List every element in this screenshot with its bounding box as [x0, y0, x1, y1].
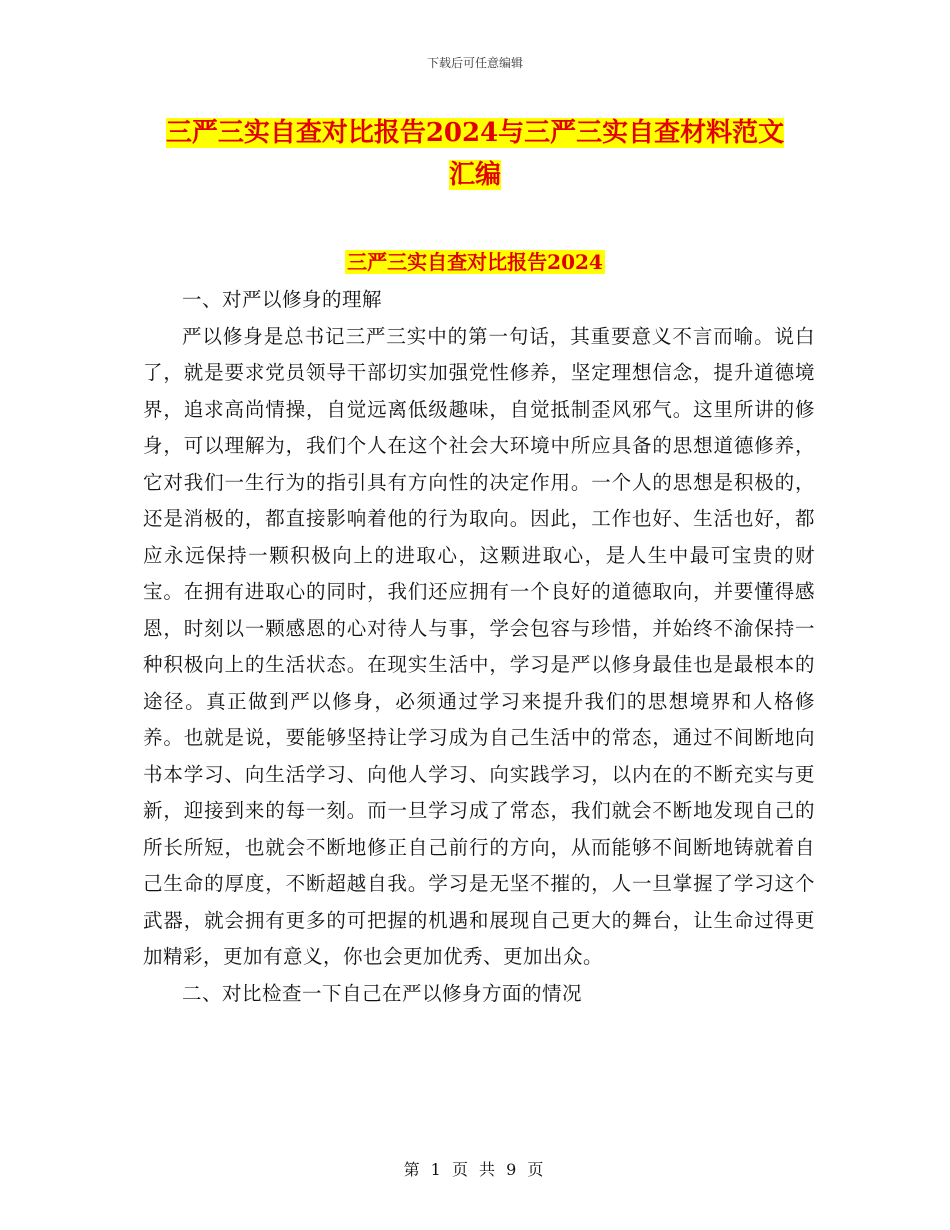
section-title-text: 三严三实自查对比报告2024	[347, 250, 603, 274]
heading-paragraph-2: 二、对比检查一下自己在严以修身方面的情况	[182, 981, 583, 1005]
heading-paragraph-1: 一、对严以修身的理解	[182, 288, 383, 311]
body-paragraph: 严以修身是总书记三严三实中的第一句话，其重要意义不言而喻。说白了，就是要求党员领导干部切实加强党性修养，坚定理想信念，提升道德境界，追求高尚情操，自觉远离低级趣味，自觉抵制歪风邪气。这里所讲的修身，可以理解为，我们个人在这个社会大环境中所应具备的思想道德修养，它对我们一生行为的指引具有方向性的决定作用。一个人的思想是积极的，还是消极的，都直接影响着他的行为取向。因此，工作也好、生活也好，都应永远保持一颗积极向上的进取心，这颗进取心，是人生中最可宝贵的财宝。在拥有进取心的同时，我们还应拥有一个良好的道德取向，并要懂得感恩，时刻以一颗感恩的心对待人与事，学会包容与珍惜，并始终不渝保持一种积极向上的生活状态。在现实生活中，学习是严以修身最佳也是最根本的途径。真正做到严以修身，必须通过学习来提升我们的思想境界和人格修养。也就是说，要能够坚持让学习成为自己生活中的常态，通过不间断地向书本学习、向生活学习、向他人学习、向实践学习，以内在的不断充实与更新，迎接到来的每一刻。而一旦学习成了常态，我们就会不断地发现自己的所长所短，也就会不断地修正自己前行的方向，从而能够不间断地铸就着自己生命的厚度，不断超越自我。学习是无坚不摧的，人一旦掌握了学习这个武器，就会拥有更多的可把握的机遇和展现自己更大的舞台，让生命过得更加精彩，更加有意义，你也会更加优秀、更加出众。	[143, 324, 815, 968]
document-body	[143, 282, 815, 1012]
page-footer: 第 1 页 共 9 页	[403, 1160, 547, 1179]
header-note: 下载后可任意编辑	[426, 56, 523, 70]
section-title	[0, 248, 950, 276]
document-title-line1: 三严三实自查对比报告2024与三严三实自查材料范文	[165, 118, 785, 148]
document-title	[0, 112, 950, 196]
document-title-line2: 汇编	[448, 160, 501, 190]
